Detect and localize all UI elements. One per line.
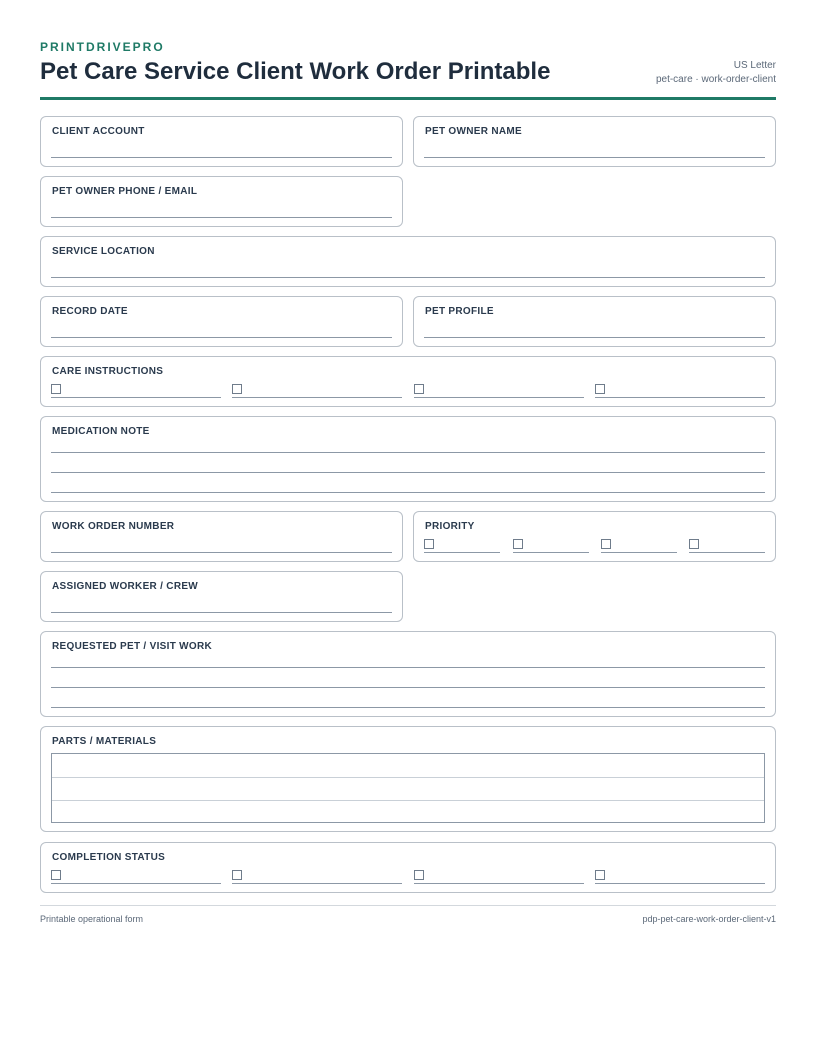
care-option-3-line[interactable]	[414, 397, 584, 398]
parts-materials-table	[51, 753, 765, 823]
care-instructions-field	[40, 356, 776, 407]
priority-option-3-checkbox[interactable]	[601, 539, 611, 549]
assigned-worker-input[interactable]	[51, 612, 392, 613]
record-date-field	[40, 296, 403, 347]
parts-materials-label: PARTS / MATERIALS	[52, 736, 157, 747]
service-location-input[interactable]	[51, 277, 765, 278]
footer-description: Printable operational form	[40, 914, 144, 924]
pet-profile-input[interactable]	[424, 337, 765, 338]
completion-status-field	[40, 842, 776, 893]
priority-option-3-line[interactable]	[601, 552, 677, 553]
priority-option-4-line[interactable]	[689, 552, 765, 553]
completion-option-2-line[interactable]	[232, 883, 402, 884]
pet-owner-name-field	[413, 116, 776, 167]
medication-note-line-3[interactable]	[51, 492, 765, 493]
completion-status-label: COMPLETION STATUS	[52, 852, 166, 863]
pet-owner-name-label: PET OWNER NAME	[425, 126, 522, 137]
brand-name: PRINTDRIVEPRO	[40, 40, 165, 54]
service-location-field	[40, 236, 776, 287]
priority-option-4-checkbox[interactable]	[689, 539, 699, 549]
priority-option-2-line[interactable]	[513, 552, 589, 553]
completion-option-4-line[interactable]	[595, 883, 765, 884]
work-order-number-input[interactable]	[51, 552, 392, 553]
pet-owner-contact-label: PET OWNER PHONE / EMAIL	[52, 186, 198, 197]
parts-table-row-divider	[52, 800, 764, 801]
completion-option-2-checkbox[interactable]	[232, 870, 242, 880]
medication-note-line-2[interactable]	[51, 472, 765, 473]
pet-profile-label: PET PROFILE	[425, 306, 494, 317]
priority-option-2-checkbox[interactable]	[513, 539, 523, 549]
assigned-worker-label: ASSIGNED WORKER / CREW	[52, 581, 199, 592]
client-account-field	[40, 116, 403, 167]
work-order-number-field	[40, 511, 403, 562]
priority-option-1-checkbox[interactable]	[424, 539, 434, 549]
form-tags: pet-care · work-order-client	[655, 74, 776, 85]
requested-work-line-2[interactable]	[51, 687, 765, 688]
care-instructions-label: CARE INSTRUCTIONS	[52, 366, 164, 377]
requested-work-label: REQUESTED PET / VISIT WORK	[52, 641, 213, 652]
completion-option-1-line[interactable]	[51, 883, 221, 884]
pet-owner-contact-field	[40, 176, 403, 227]
requested-work-line-3[interactable]	[51, 707, 765, 708]
completion-option-3-checkbox[interactable]	[414, 870, 424, 880]
medication-note-label: MEDICATION NOTE	[52, 426, 150, 437]
completion-option-4-checkbox[interactable]	[595, 870, 605, 880]
completion-option-1-checkbox[interactable]	[51, 870, 61, 880]
care-option-4-line[interactable]	[595, 397, 765, 398]
care-option-4-checkbox[interactable]	[595, 384, 605, 394]
client-account-input[interactable]	[51, 157, 392, 158]
care-option-1-line[interactable]	[51, 397, 221, 398]
priority-field	[413, 511, 776, 562]
form-id: pdp-pet-care-work-order-client-v1	[642, 914, 776, 924]
requested-work-field	[40, 631, 776, 717]
work-order-number-label: WORK ORDER NUMBER	[52, 521, 175, 532]
priority-option-1-line[interactable]	[424, 552, 500, 553]
priority-label: PRIORITY	[425, 521, 475, 532]
completion-option-3-line[interactable]	[414, 883, 584, 884]
client-account-label: CLIENT ACCOUNT	[52, 126, 145, 137]
medication-note-line-1[interactable]	[51, 452, 765, 453]
record-date-label: RECORD DATE	[52, 306, 128, 317]
care-option-1-checkbox[interactable]	[51, 384, 61, 394]
assigned-worker-field	[40, 571, 403, 622]
care-option-2-line[interactable]	[232, 397, 402, 398]
medication-note-field	[40, 416, 776, 502]
care-option-3-checkbox[interactable]	[414, 384, 424, 394]
form-meta	[656, 59, 776, 87]
record-date-input[interactable]	[51, 337, 392, 338]
form-header	[40, 40, 776, 100]
pet-owner-contact-input[interactable]	[51, 217, 392, 218]
pet-profile-field	[413, 296, 776, 347]
parts-table-row-divider	[52, 777, 764, 778]
pet-owner-name-input[interactable]	[424, 157, 765, 158]
paper-size: US Letter	[733, 60, 776, 71]
form-footer	[40, 905, 776, 924]
page-title: Pet Care Service Client Work Order Printable	[40, 58, 551, 85]
care-option-2-checkbox[interactable]	[232, 384, 242, 394]
requested-work-line-1[interactable]	[51, 667, 765, 668]
parts-materials-field	[40, 726, 776, 832]
service-location-label: SERVICE LOCATION	[52, 246, 155, 257]
